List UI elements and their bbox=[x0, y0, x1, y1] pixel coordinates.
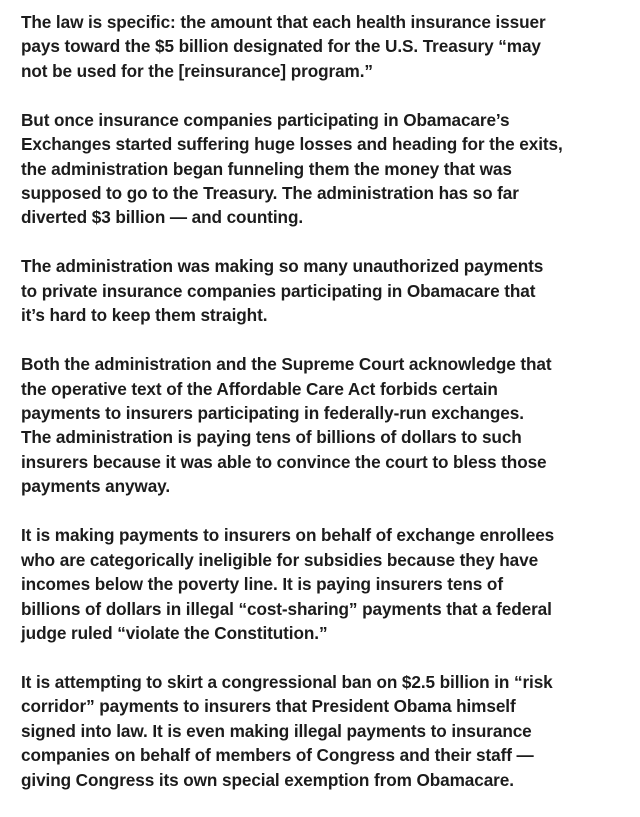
paragraph-unauthorized-payments: The administration was making so many unauthorized payments to private insurance companies participating in Obamacare that it’s hard to keep them straight. bbox=[21, 256, 544, 326]
paragraph-treasury-diversion: But once insurance companies participating in Obamacare’s Exchanges started suffering huge losses and heading for the exits, the administration began funneling them the money that was supposed to go to the Treasury. The administration has so far diverted $3 billion — and counting. bbox=[21, 109, 563, 228]
paragraph-reinsurance-law: The law is specific: the amount that each health insurance issuer pays toward the $5 billion designated for the U.S. Treasury “may not be used for the [reinsurance] program.” bbox=[21, 12, 546, 81]
paragraph-supreme-court: Both the administration and the Supreme Court acknowledge that the operative text of the Affordable Care Act forbids certain payments to insurers participating in federally-run exchanges. The administration is paying tens of billions of dollars to such insurers because it was able to convince the court to bless those payments anyway. bbox=[21, 354, 552, 497]
paragraph-cost-sharing: It is making payments to insurers on behalf of exchange enrollees who are categorically ineligible for subsidies because they have incomes below the poverty line. It is paying insurers tens of billions of dollars in illegal “cost-sharing” payments that a federal judge ruled “violate the Constitution.” bbox=[21, 525, 555, 643]
paragraph-risk-corridor: It is attempting to skirt a congressional ban on $2.5 billion in “risk corridor” payments to insurers that President Obama himself signed into law. It is even making illegal payments to insurance companies on behalf of members of Congress and their staff — giving Congress its own special exemption from Obamacare. bbox=[21, 671, 553, 790]
article-body bbox=[21, 10, 631, 817]
